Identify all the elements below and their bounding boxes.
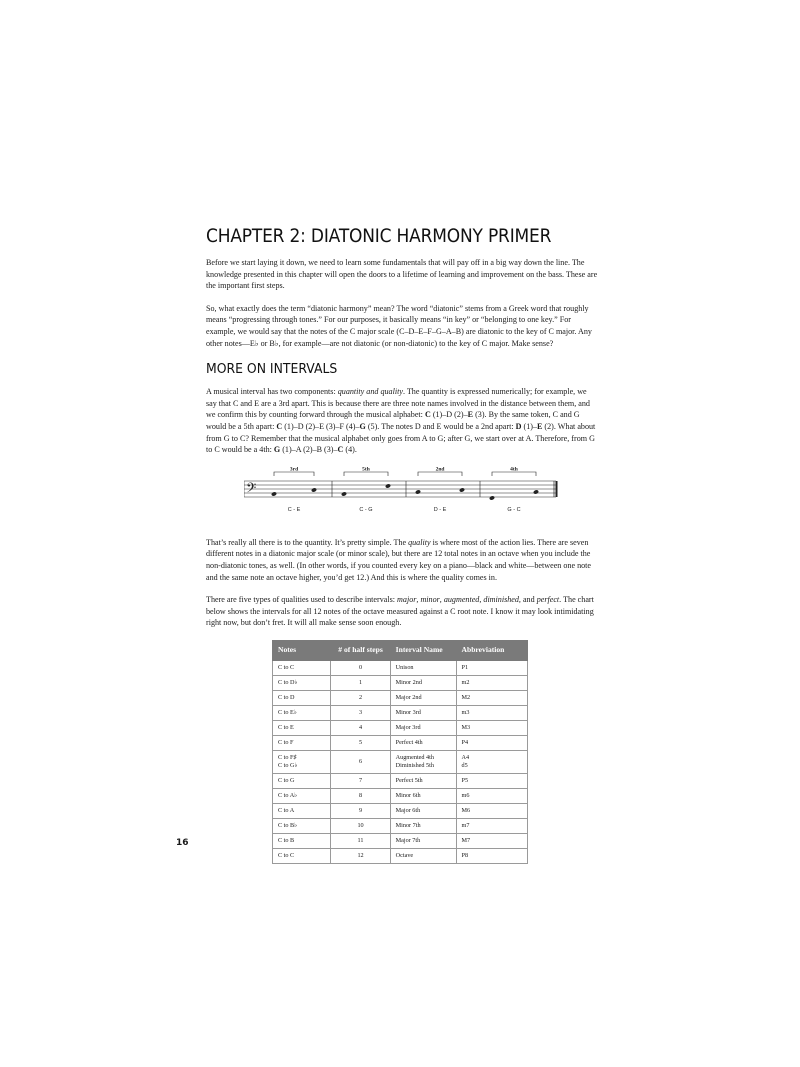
cell-notes-text: C to C: [278, 663, 295, 671]
cell-interval-name-text: Minor 2nd: [395, 678, 422, 686]
music-staff-example: [244, 467, 564, 519]
cell-notes-text: C to D: [278, 693, 295, 701]
cell-interval-name-text: Major 7th: [395, 836, 421, 844]
cell-notes-text: C to A♭: [278, 791, 298, 799]
cell-half-steps: [331, 788, 390, 803]
cell-interval-name-text: Unison: [395, 663, 414, 671]
cell-notes-text: C to D♭: [278, 678, 298, 686]
cell-half-steps: [331, 720, 390, 735]
intervals-paragraph-2: That’s really all there is to the quantity. It’s pretty simple. The quality is where most of the action lies. There are seven different notes in a diatonic major scale (or minor scale), but there are 12 total notes in an octave when you include the non-diatonic tones, as well. (In other words, if you counted every key on a piano—black and white—between one note and the same note an octave higher, you’d get 12.) And this is where the quality comes in.: [206, 537, 592, 582]
intro-paragraph-1: Before we start laying it down, we need to learn some fundamentals that will pay off in a big way down the line. The knowledge presented in this chapter will open the doors to a lifetime of learning and improvement on the bass. These are the important first steps.: [206, 258, 598, 291]
intervals-paragraph-3: There are five types of qualities used to describe intervals: major, minor, augmented, diminished, and perfect. The chart below shows the intervals for all 12 notes of the octave measured against a C root note. I know it may look intimidating right now, but don’t fret. It will all make sense soon enough.: [206, 595, 594, 628]
cell-notes: [273, 803, 331, 818]
cell-notes: [273, 675, 331, 690]
cell-interval-name: [390, 720, 456, 735]
cell-notes: [273, 660, 331, 675]
note-head: [489, 495, 495, 500]
cell-half-steps: [331, 833, 390, 848]
cell-half-steps: [331, 690, 390, 705]
cell-notes-text: C to F♯: [278, 753, 297, 761]
cell-abbreviation: [456, 720, 528, 735]
note-names-measure-3: D - E: [433, 506, 447, 513]
cell-half-steps: [331, 848, 390, 863]
cell-abbreviation-text: m2: [461, 678, 470, 686]
cell-half-steps-text: 1: [358, 678, 363, 686]
cell-half-steps: [331, 803, 390, 818]
bass-staff: [244, 467, 564, 519]
note-head: [271, 491, 277, 496]
interval-label-5th: 5th: [362, 466, 370, 473]
cell-interval-name: [390, 705, 456, 720]
cell-notes-text: C to B♭: [278, 821, 298, 829]
cell-interval-name: [390, 833, 456, 848]
cell-half-steps-text: 6: [358, 757, 363, 765]
note-head: [459, 487, 465, 492]
cell-notes-text: C to A: [278, 806, 295, 814]
cell-abbreviation-text: m7: [461, 821, 470, 829]
interval-label-4th: 4th: [510, 466, 518, 473]
cell-half-steps-text: 9: [358, 806, 363, 814]
cell-notes: [273, 750, 331, 773]
cell-interval-name: [390, 788, 456, 803]
cell-half-steps-text: 4: [358, 723, 363, 731]
table-row: [273, 848, 528, 863]
cell-interval-name-text: Augmented 4th: [395, 753, 434, 761]
cell-notes: [273, 773, 331, 788]
table-row: [273, 705, 528, 720]
cell-abbreviation-text: P4: [461, 738, 469, 746]
cell-interval-name: [390, 803, 456, 818]
cell-abbreviation: [456, 750, 528, 773]
cell-abbreviation: [456, 818, 528, 833]
cell-notes-text: C to G♭: [278, 761, 298, 769]
cell-notes: [273, 818, 331, 833]
cell-abbreviation: [456, 705, 528, 720]
cell-half-steps: [331, 705, 390, 720]
cell-interval-name-text: Minor 6th: [395, 791, 421, 799]
cell-notes: [273, 735, 331, 750]
cell-interval-name-text: Octave: [395, 851, 414, 859]
cell-abbreviation: [456, 675, 528, 690]
cell-abbreviation-text: M2: [461, 693, 471, 701]
note-names-measure-2: C - G: [359, 506, 373, 513]
cell-notes: [273, 833, 331, 848]
cell-abbreviation-text: P8: [461, 851, 469, 859]
cell-abbreviation-text: d5: [461, 761, 468, 769]
header-abbreviation: Abbreviation: [456, 640, 528, 660]
cell-abbreviation-text: A4: [461, 753, 470, 761]
cell-half-steps-text: 7: [358, 776, 363, 784]
cell-interval-name-text: Minor 3rd: [395, 708, 421, 716]
cell-half-steps-text: 0: [358, 663, 363, 671]
note-head: [385, 483, 391, 488]
cell-abbreviation: [456, 773, 528, 788]
cell-abbreviation-text: M6: [461, 806, 471, 814]
cell-abbreviation-text: m3: [461, 708, 470, 716]
table-row: [273, 720, 528, 735]
cell-half-steps: [331, 750, 390, 773]
page-number: 16: [176, 838, 189, 848]
bass-clef-icon: 𝄢: [246, 479, 257, 499]
table-row: [273, 735, 528, 750]
interval-label-2nd: 2nd: [435, 466, 445, 473]
cell-half-steps-text: 11: [357, 836, 364, 844]
cell-interval-name: [390, 773, 456, 788]
table-row: [273, 833, 528, 848]
cell-interval-name: [390, 690, 456, 705]
cell-abbreviation-text: P1: [461, 663, 469, 671]
cell-abbreviation-text: M3: [461, 723, 471, 731]
cell-notes-text: C to C: [278, 851, 295, 859]
cell-abbreviation: [456, 690, 528, 705]
cell-half-steps-text: 5: [358, 738, 363, 746]
cell-half-steps: [331, 773, 390, 788]
cell-interval-name: [390, 735, 456, 750]
cell-half-steps: [331, 735, 390, 750]
table-row: [273, 788, 528, 803]
note-names-measure-1: C - E: [287, 506, 301, 513]
table-row: [273, 660, 528, 675]
cell-interval-name-text: Perfect 5th: [395, 776, 423, 784]
note-head: [311, 487, 317, 492]
page-content: [206, 226, 598, 864]
cell-abbreviation: [456, 735, 528, 750]
cell-half-steps: [331, 818, 390, 833]
cell-interval-name: [390, 818, 456, 833]
cell-notes-text: C to G: [278, 776, 295, 784]
cell-notes: [273, 720, 331, 735]
cell-abbreviation-text: m6: [461, 791, 470, 799]
interval-label-3rd: 3rd: [289, 466, 299, 473]
cell-notes-text: C to F: [278, 738, 294, 746]
chapter-title: CHAPTER 2: DIATONIC HARMONY PRIMER: [206, 226, 552, 247]
cell-interval-name: [390, 660, 456, 675]
intro-paragraph-2: So, what exactly does the term “diatonic harmony” mean? The word “diatonic” stems from a Greek word that roughly means “progressing through tones.” For our purposes, it basically means “in key” or “belonging to one key.” For example, we would say that the notes of the C major scale (C–D–E–F–G–A–B) are diatonic to the key of C major. Any other notes—E♭ or B♭, for example—are not diatonic (or non-diatonic) to the key of C major. Make sense?: [206, 303, 592, 348]
cell-notes-text: C to B: [278, 836, 295, 844]
cell-interval-name: [390, 848, 456, 863]
cell-notes: [273, 788, 331, 803]
table-row: [273, 818, 528, 833]
cell-abbreviation-text: M7: [461, 836, 471, 844]
cell-interval-name-text: Major 3rd: [395, 723, 421, 731]
cell-half-steps-text: 12: [357, 851, 364, 859]
cell-interval-name: [390, 675, 456, 690]
table-row: [273, 803, 528, 818]
cell-abbreviation: [456, 803, 528, 818]
cell-half-steps-text: 2: [358, 693, 363, 701]
cell-half-steps: [331, 660, 390, 675]
cell-notes: [273, 705, 331, 720]
cell-abbreviation-text: P5: [461, 776, 469, 784]
cell-interval-name-text: Diminished 5th: [395, 761, 434, 769]
cell-interval-name-text: Major 6th: [395, 806, 421, 814]
note-head: [341, 491, 347, 496]
note-names-measure-4: G - C: [507, 506, 521, 513]
cell-notes: [273, 848, 331, 863]
header-interval-name: Interval Name: [390, 640, 456, 660]
section-title: MORE ON INTERVALS: [206, 361, 338, 378]
intervals-paragraph-1: A musical interval has two components: quantity and quality. The quantity is expressed numerically; for example, we say that C and E are a 3rd apart. This is because there are three note names involved in the distance between them, and we confirm this by counting forward through the musical alphabet: C (1)–D (2)–E (3). By the same token, C and G would be a 5th apart: C (1)–D (2)–E (3)–F (4)–G (5). The notes D and E would be a 2nd apart: D (1)–E (2). What about from G to C? Remember that the musical alphabet only goes from A to G; after G, we start over at A. Therefore, from G to C would be a 4th: G (1)–A (2)–B (3)–C (4).: [206, 387, 596, 455]
cell-abbreviation: [456, 848, 528, 863]
cell-notes-text: C to E♭: [278, 708, 297, 716]
cell-abbreviation: [456, 788, 528, 803]
intervals-table: [272, 640, 528, 864]
cell-abbreviation: [456, 833, 528, 848]
cell-abbreviation: [456, 660, 528, 675]
table-row: [273, 690, 528, 705]
cell-interval-name: [390, 750, 456, 773]
header-notes: Notes: [273, 640, 331, 660]
cell-interval-name-text: Minor 7th: [395, 821, 421, 829]
header-half-steps: # of half steps: [331, 640, 390, 660]
cell-notes-text: C to E: [278, 723, 294, 731]
note-head: [415, 489, 421, 494]
cell-half-steps-text: 8: [358, 791, 363, 799]
cell-half-steps-text: 10: [357, 821, 364, 829]
note-head: [533, 489, 539, 494]
cell-interval-name-text: Perfect 4th: [395, 738, 423, 746]
cell-half-steps-text: 3: [358, 708, 363, 716]
table-header-row: [273, 640, 528, 660]
table-row: [273, 773, 528, 788]
cell-notes: [273, 690, 331, 705]
cell-half-steps: [331, 675, 390, 690]
table-row: [273, 750, 528, 773]
cell-interval-name-text: Major 2nd: [395, 693, 422, 701]
table-row: [273, 675, 528, 690]
